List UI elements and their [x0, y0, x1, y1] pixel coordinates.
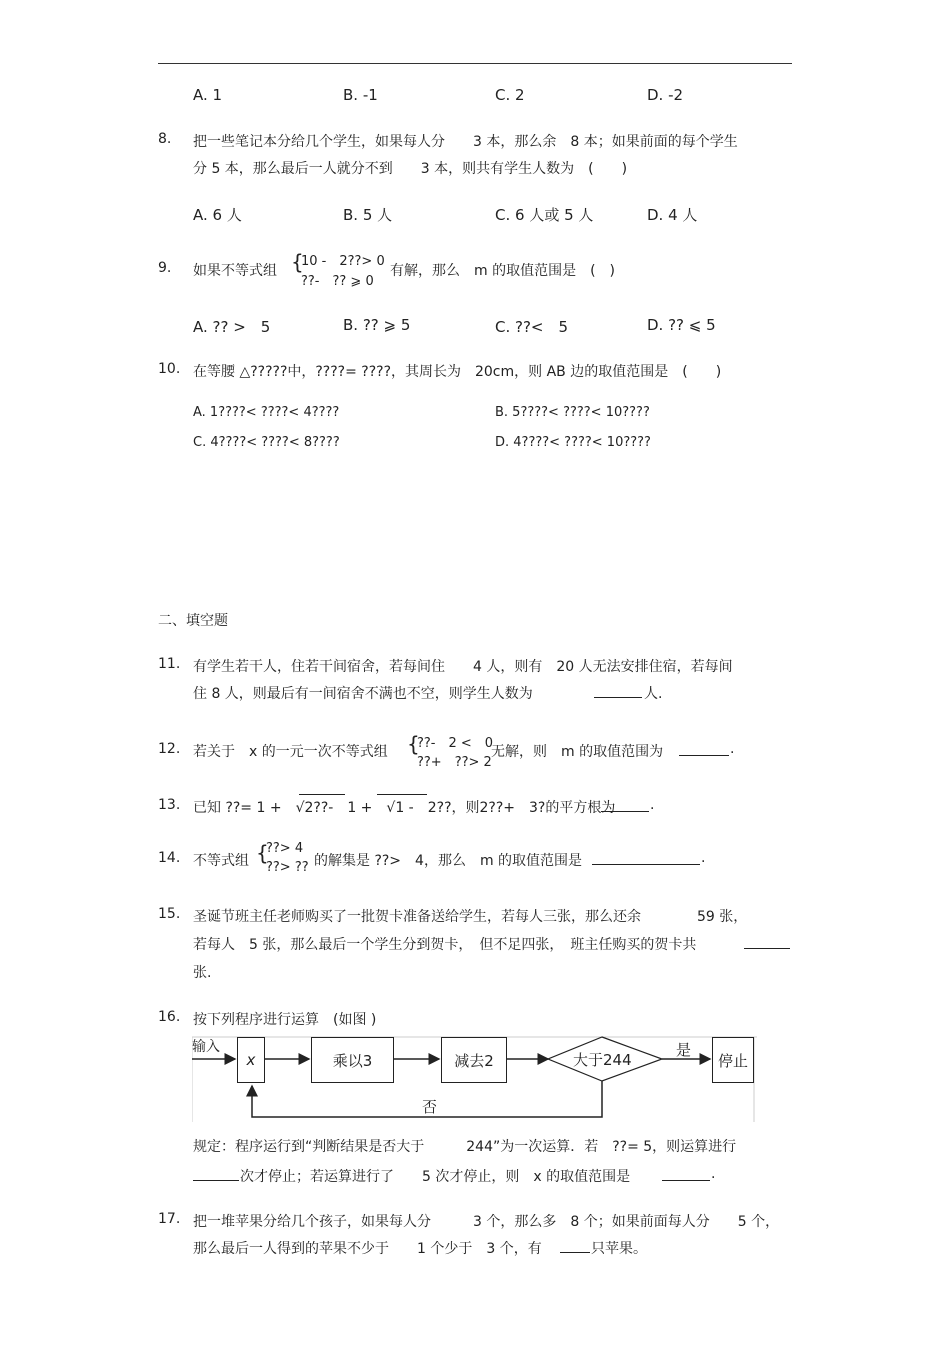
q13-tail: . — [650, 797, 655, 813]
q9-option-d: D. ?? ⩽ 5 — [647, 316, 716, 334]
q8-line1: 把一些笔记本分给几个学生，如果每人分 3 本，那么余 8 本；如果前面的每个学生 — [193, 134, 738, 150]
q13-answer-blank[interactable] — [601, 797, 649, 816]
q14-system-line1: ??> 4 — [266, 841, 304, 856]
q9-inequality-system — [291, 248, 391, 290]
brace-icon: { — [256, 841, 269, 865]
q10-option-c: C. 4????< ????< 8???? — [193, 435, 340, 450]
q15-number: 15. — [158, 906, 181, 922]
q17-number: 17. — [158, 1211, 181, 1227]
q12-prefix: 若关于 x 的一元一次不等式组 — [193, 744, 388, 760]
q8-option-b: B. 5 人 — [343, 206, 393, 224]
q16-title: 按下列程序进行运算 (如图 ) — [193, 1012, 377, 1028]
q14-prefix: 不等式组 — [193, 853, 249, 869]
q8-option-a: A. 6 人 — [193, 206, 242, 224]
q8-line2: 分 5 本，那么最后一人就分不到 3 本，则共有学生人数为 ( ) — [193, 161, 628, 177]
q16-rule-tail: . — [711, 1166, 716, 1182]
q17-tail: 只苹果。 — [591, 1241, 647, 1257]
q17-line2: 那么最后一人得到的苹果不少于 1 个少于 3 个，有 — [193, 1241, 542, 1257]
q15-answer-blank[interactable] — [744, 934, 790, 953]
program-flowchart — [192, 1034, 757, 1124]
q14-number: 14. — [158, 850, 181, 866]
q13-number: 13. — [158, 797, 181, 813]
q8-option-c: C. 6 人或 5 人 — [495, 206, 594, 224]
q9-number: 9. — [158, 260, 172, 276]
flow-multiply-box: 乘以3 — [311, 1037, 394, 1083]
q14-suffix: 的解集是 ??> 4，那么 m 的取值范围是 — [314, 853, 583, 869]
q9-option-a: A. ?? > 5 — [193, 318, 271, 336]
flow-x-box: x — [237, 1037, 265, 1083]
q12-answer-blank[interactable] — [679, 741, 729, 760]
flow-input-label: 输入 — [192, 1039, 220, 1055]
q11-line2: 住 8 人，则最后有一间宿舍不满也不空，则学生人数为 — [193, 686, 533, 702]
flow-decision-label: 大于244 — [573, 1051, 632, 1069]
q12-system-line1: ??- 2 < 0 — [417, 736, 494, 751]
sqrt-bar-2 — [377, 794, 427, 795]
q10-option-b: B. 5????< ????< 10???? — [495, 405, 650, 420]
top-rule — [158, 63, 792, 64]
sqrt-bar-1 — [299, 794, 345, 795]
q8-number: 8. — [158, 131, 172, 147]
q9-suffix: 有解，那么 m 的取值范围是 ( ) — [390, 263, 616, 279]
flow-subtract-box: 减去2 — [441, 1037, 507, 1083]
q15-line2: 若每人 5 张，那么最后一个学生分到贺卡， 但不足四张， 班主任购买的贺卡共 — [193, 937, 697, 953]
q9-system-line2: ??- ?? ⩾ 0 — [301, 274, 374, 289]
q17-line1: 把一堆苹果分给几个孩子，如果每人分 3 个，那么多 8 个；如果前面每人分 5 个， — [193, 1214, 780, 1230]
flow-no-label: 否 — [422, 1098, 438, 1116]
flow-stop-box: 停止 — [712, 1037, 754, 1083]
q16-number: 16. — [158, 1009, 181, 1025]
q15-line1: 圣诞节班主任老师购买了一批贺卡准备送给学生，若每人三张，那么还余 59 张， — [193, 909, 748, 925]
brace-icon: { — [291, 250, 304, 274]
q16-rule-line2: 次才停止；若运算进行了 5 次才停止，则 x 的取值范围是 — [240, 1169, 631, 1185]
q14-system-line2: ??> ?? — [266, 860, 309, 875]
q7-option-c: C. 2 — [495, 86, 525, 104]
q12-inequality-system — [407, 730, 497, 772]
q10-option-d: D. 4????< ????< 10???? — [495, 435, 651, 450]
q10-text: 在等腰 △?????中，????= ????，其周长为 20cm，则 AB 边的取值范围是 ( ) — [193, 364, 722, 380]
q12-system-line2: ??+ ??> 2 — [417, 755, 492, 770]
q9-option-b: B. ?? ⩾ 5 — [343, 316, 411, 334]
q7-option-a: A. 1 — [193, 86, 223, 104]
q12-number: 12. — [158, 741, 181, 757]
q14-answer-blank[interactable] — [592, 850, 700, 869]
q12-tail: . — [730, 741, 735, 757]
section-title-fill-in: 二、填空题 — [158, 613, 228, 629]
q14-inequality-system — [256, 839, 316, 881]
q9-prefix: 如果不等式组 — [193, 263, 277, 279]
q17-answer-blank[interactable] — [560, 1238, 590, 1257]
q16-answer-blank-2[interactable] — [662, 1166, 710, 1185]
brace-icon: { — [407, 732, 420, 756]
q11-answer-blank[interactable] — [594, 683, 642, 702]
q10-option-a: A. 1????< ????< 4???? — [193, 405, 340, 420]
q7-option-d: D. -2 — [647, 86, 684, 104]
q8-option-d: D. 4 人 — [647, 206, 698, 224]
flow-yes-label: 是 — [676, 1041, 692, 1059]
q16-answer-blank-1[interactable] — [193, 1166, 239, 1185]
q7-option-b: B. -1 — [343, 86, 378, 104]
q11-number: 11. — [158, 656, 181, 672]
q15-line3: 张. — [193, 965, 212, 981]
q11-tail: 人. — [644, 686, 663, 702]
q12-suffix: 无解，则 m 的取值范围为 — [491, 744, 664, 760]
q10-number: 10. — [158, 361, 181, 377]
q13-text: 已知 ??= 1 + √2??- 1 + √1 - 2??，则2??+ 3?的平方根为 — [193, 800, 616, 816]
q16-rule-line1: 规定：程序运行到“判断结果是否大于 244”为一次运算．若 ??= 5，则运算进行 — [193, 1139, 737, 1155]
q11-line1: 有学生若干人，住若干间宿舍，若每间住 4 人，则有 20 人无法安排住宿，若每间 — [193, 659, 733, 675]
q9-system-line1: 10 - 2??> 0 — [301, 254, 385, 269]
q14-tail: . — [701, 850, 706, 866]
q9-option-c: C. ??< 5 — [495, 318, 569, 336]
